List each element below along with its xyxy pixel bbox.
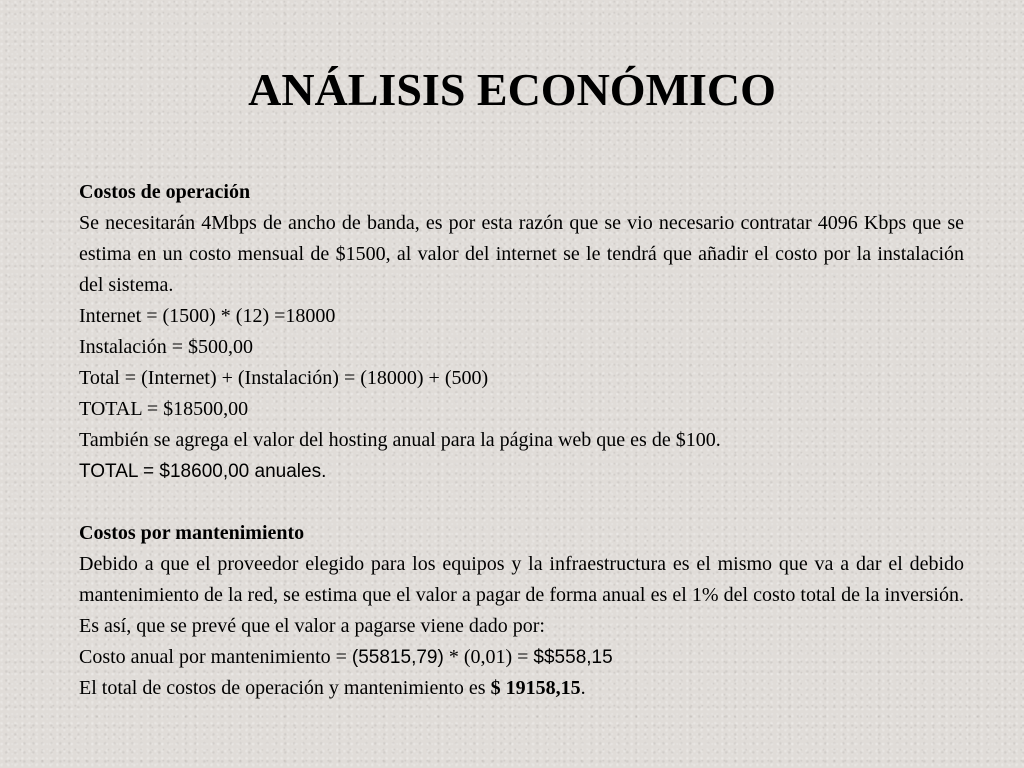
maintenance-cost-prefix: Costo anual por mantenimiento = (79, 646, 352, 668)
final-total-line (79, 673, 964, 704)
total-formula-line: Total = (Internet) + (Instalación) = (18000) + (500) (79, 367, 489, 389)
maintenance-cost-result: $$558,15 (533, 647, 613, 668)
total-line: TOTAL = $18500,00 (79, 398, 249, 420)
installation-cost-line: Instalación = $500,00 (79, 336, 254, 358)
operation-costs-heading: Costos de operación (79, 181, 251, 203)
maintenance-costs-heading: Costos por mantenimiento (79, 522, 305, 544)
hosting-cost-line: También se agrega el valor del hosting anual para la página web que es de $100. (79, 429, 721, 451)
maintenance-cost-middle: * (0,01) = (443, 646, 534, 668)
final-total-suffix: . (580, 677, 586, 699)
internet-cost-line: Internet = (1500) * (12) =18000 (79, 305, 336, 327)
maintenance-cost-first-factor: (55815,79) (351, 647, 444, 668)
section-spacer (79, 487, 964, 518)
slide-title: ANÁLISIS ECONÓMICO (248, 64, 776, 115)
annual-total-line: TOTAL = $18600,00 anuales. (79, 461, 327, 482)
final-total-amount: $ 19158,15 (490, 677, 581, 699)
maintenance-costs-paragraph: Debido a que el proveedor elegido para los equipos y la infraestructura es el mismo que va a dar el debido mantenimiento de la red, se estima que el valor a pagar de forma anual es el 1% del costo total de la inversión. Es así, que se prevé que el valor a pagarse viene dado por: (79, 553, 964, 637)
slide-content (79, 177, 964, 704)
operation-costs-paragraph: Se necesitarán 4Mbps de ancho de banda, es por esta razón que se vio necesario contratar 4096 Kbps que se estima en un costo mensual de $1500, al valor del internet se le tendrá que añadir el costo por la instalación del sistema. (79, 212, 964, 296)
maintenance-cost-line (79, 642, 964, 673)
final-total-prefix: El total de costos de operación y mantenimiento es (79, 677, 491, 699)
